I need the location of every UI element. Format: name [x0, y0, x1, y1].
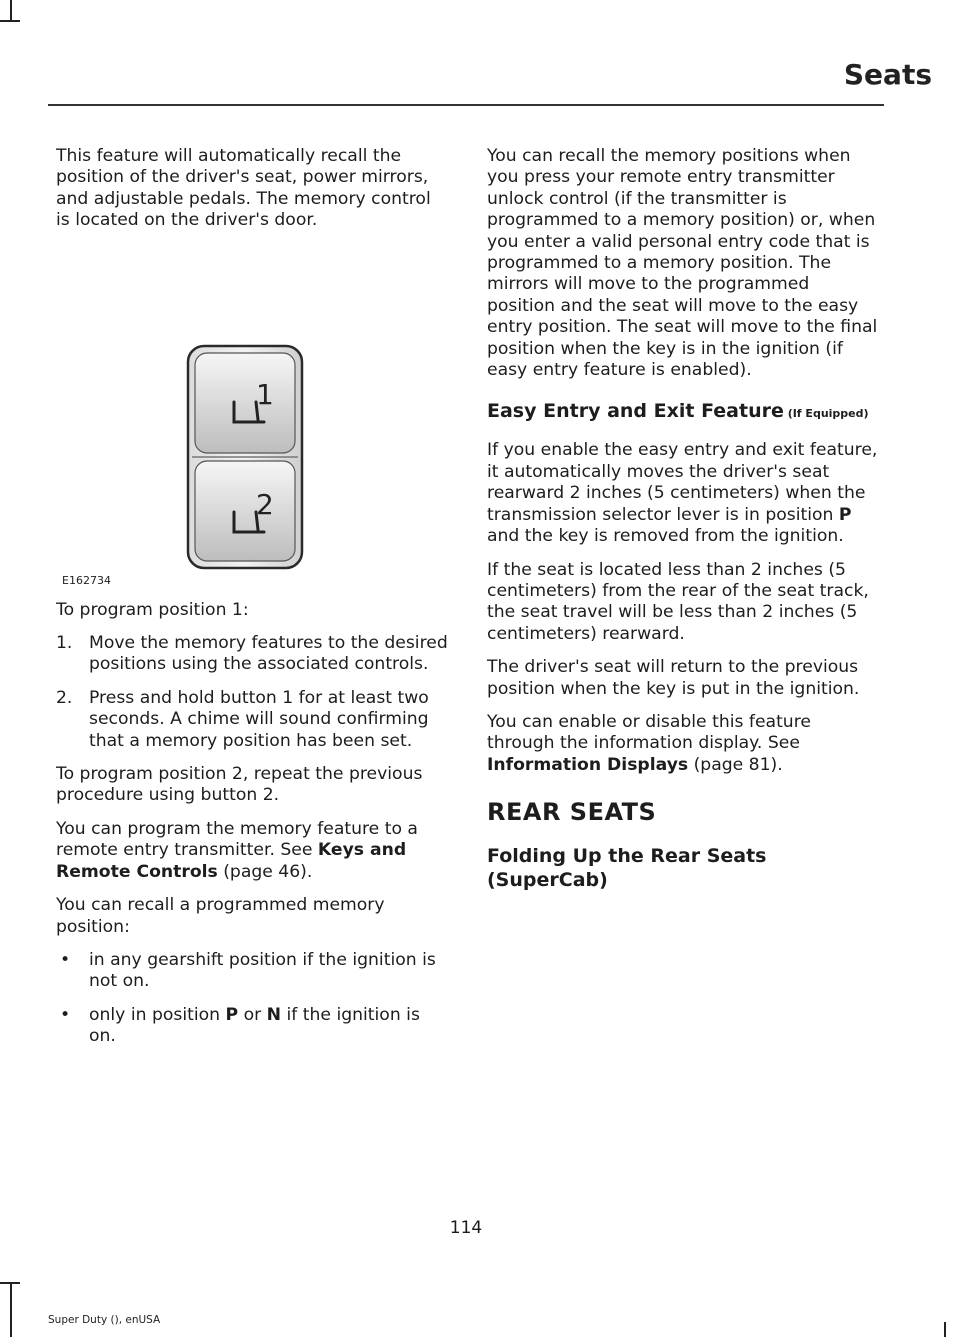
figure-id: E162734 [62, 573, 111, 587]
page-title: Seats [843, 58, 932, 91]
easy-entry-paragraph: If the seat is located less than 2 inches (5 centimeters) from the rear of the seat track, the seat travel will be less than 2 inches (5 centimeters) rearward. [487, 559, 869, 644]
crop-mark [0, 20, 20, 22]
folding-heading: Folding Up the Rear Seats (SuperCab) [487, 844, 767, 891]
left-column [56, 146, 448, 1060]
list-item [56, 633, 448, 676]
list-text: in any gearshift position if the ignition is not on. [89, 949, 436, 992]
header-rule [48, 104, 884, 106]
list-text: Move the memory features to the desired positions using the associated controls. [89, 633, 448, 675]
right-column [487, 146, 881, 906]
program-position2: To program position 2, repeat the previous procedure using button 2. [56, 764, 423, 806]
list-text: Press and hold button 1 for at least two seconds. A chime will sound confirming that a memory position has been set. [89, 687, 429, 751]
svg-text:1: 1 [256, 377, 274, 411]
info-displays-link[interactable]: Information Displays [487, 754, 689, 775]
intro-paragraph: This feature will automatically recall the position of the driver's seat, power mirrors, and adjustable pedals. The memory control is located on the driver's door. [56, 146, 431, 231]
list-marker: 1. [56, 633, 73, 654]
crop-mark [0, 1282, 20, 1284]
memory-switch-illustration [186, 344, 362, 572]
keys-remote-link[interactable]: Keys and Remote Controls [56, 840, 407, 882]
footer-doc-info: Super Duty (), enUSA [48, 1314, 161, 1326]
program-intro: To program position 1: [56, 599, 249, 620]
bullet-marker: • [60, 1004, 71, 1025]
list-marker: 2. [56, 687, 73, 708]
remote-paragraph: You can program the memory feature to a remote entry transmitter. See Keys and Remote Controls (page 46). [56, 818, 418, 882]
crop-mark [944, 1322, 946, 1337]
list-item: • only in position P or N if the ignition is on. [60, 1004, 420, 1047]
crop-mark [10, 1282, 12, 1337]
bullet-marker: • [60, 949, 71, 970]
recall-intro: You can recall a programmed memory position: [56, 895, 385, 937]
easy-entry-paragraph: The driver's seat will return to the previous position when the key is put in the ignition. [487, 657, 860, 699]
crop-mark [10, 0, 12, 20]
page-number: 114 [449, 1218, 483, 1238]
easy-entry-heading: Easy Entry and Exit Feature (If Equipped) [487, 400, 869, 423]
list-item [56, 950, 448, 993]
easy-entry-paragraph: If you enable the easy entry and exit feature, it automatically moves the driver's seat rearward 2 inches (5 centimeters) when the transmission selector lever is in position P and the key is removed from the ignition. [487, 440, 878, 547]
recall-paragraph: You can recall the memory positions when you press your remote entry transmitter unlock control (if the transmitter is programmed to a memory position) or, when you enter a valid personal entry code that is programmed to a memory position. The mirrors will move to the programmed position and the seat will move to the easy entry position. The seat will move to the final position when the key is in the ignition (if easy entry feature is enabled). [487, 146, 878, 381]
easy-entry-paragraph: You can enable or disable this feature through the information display. See Information Displays (page 81). [487, 711, 811, 775]
svg-text:2: 2 [256, 487, 274, 521]
list-item [56, 688, 448, 752]
rear-seats-heading: REAR SEATS [487, 798, 657, 827]
memory-switch-figure [56, 244, 448, 600]
